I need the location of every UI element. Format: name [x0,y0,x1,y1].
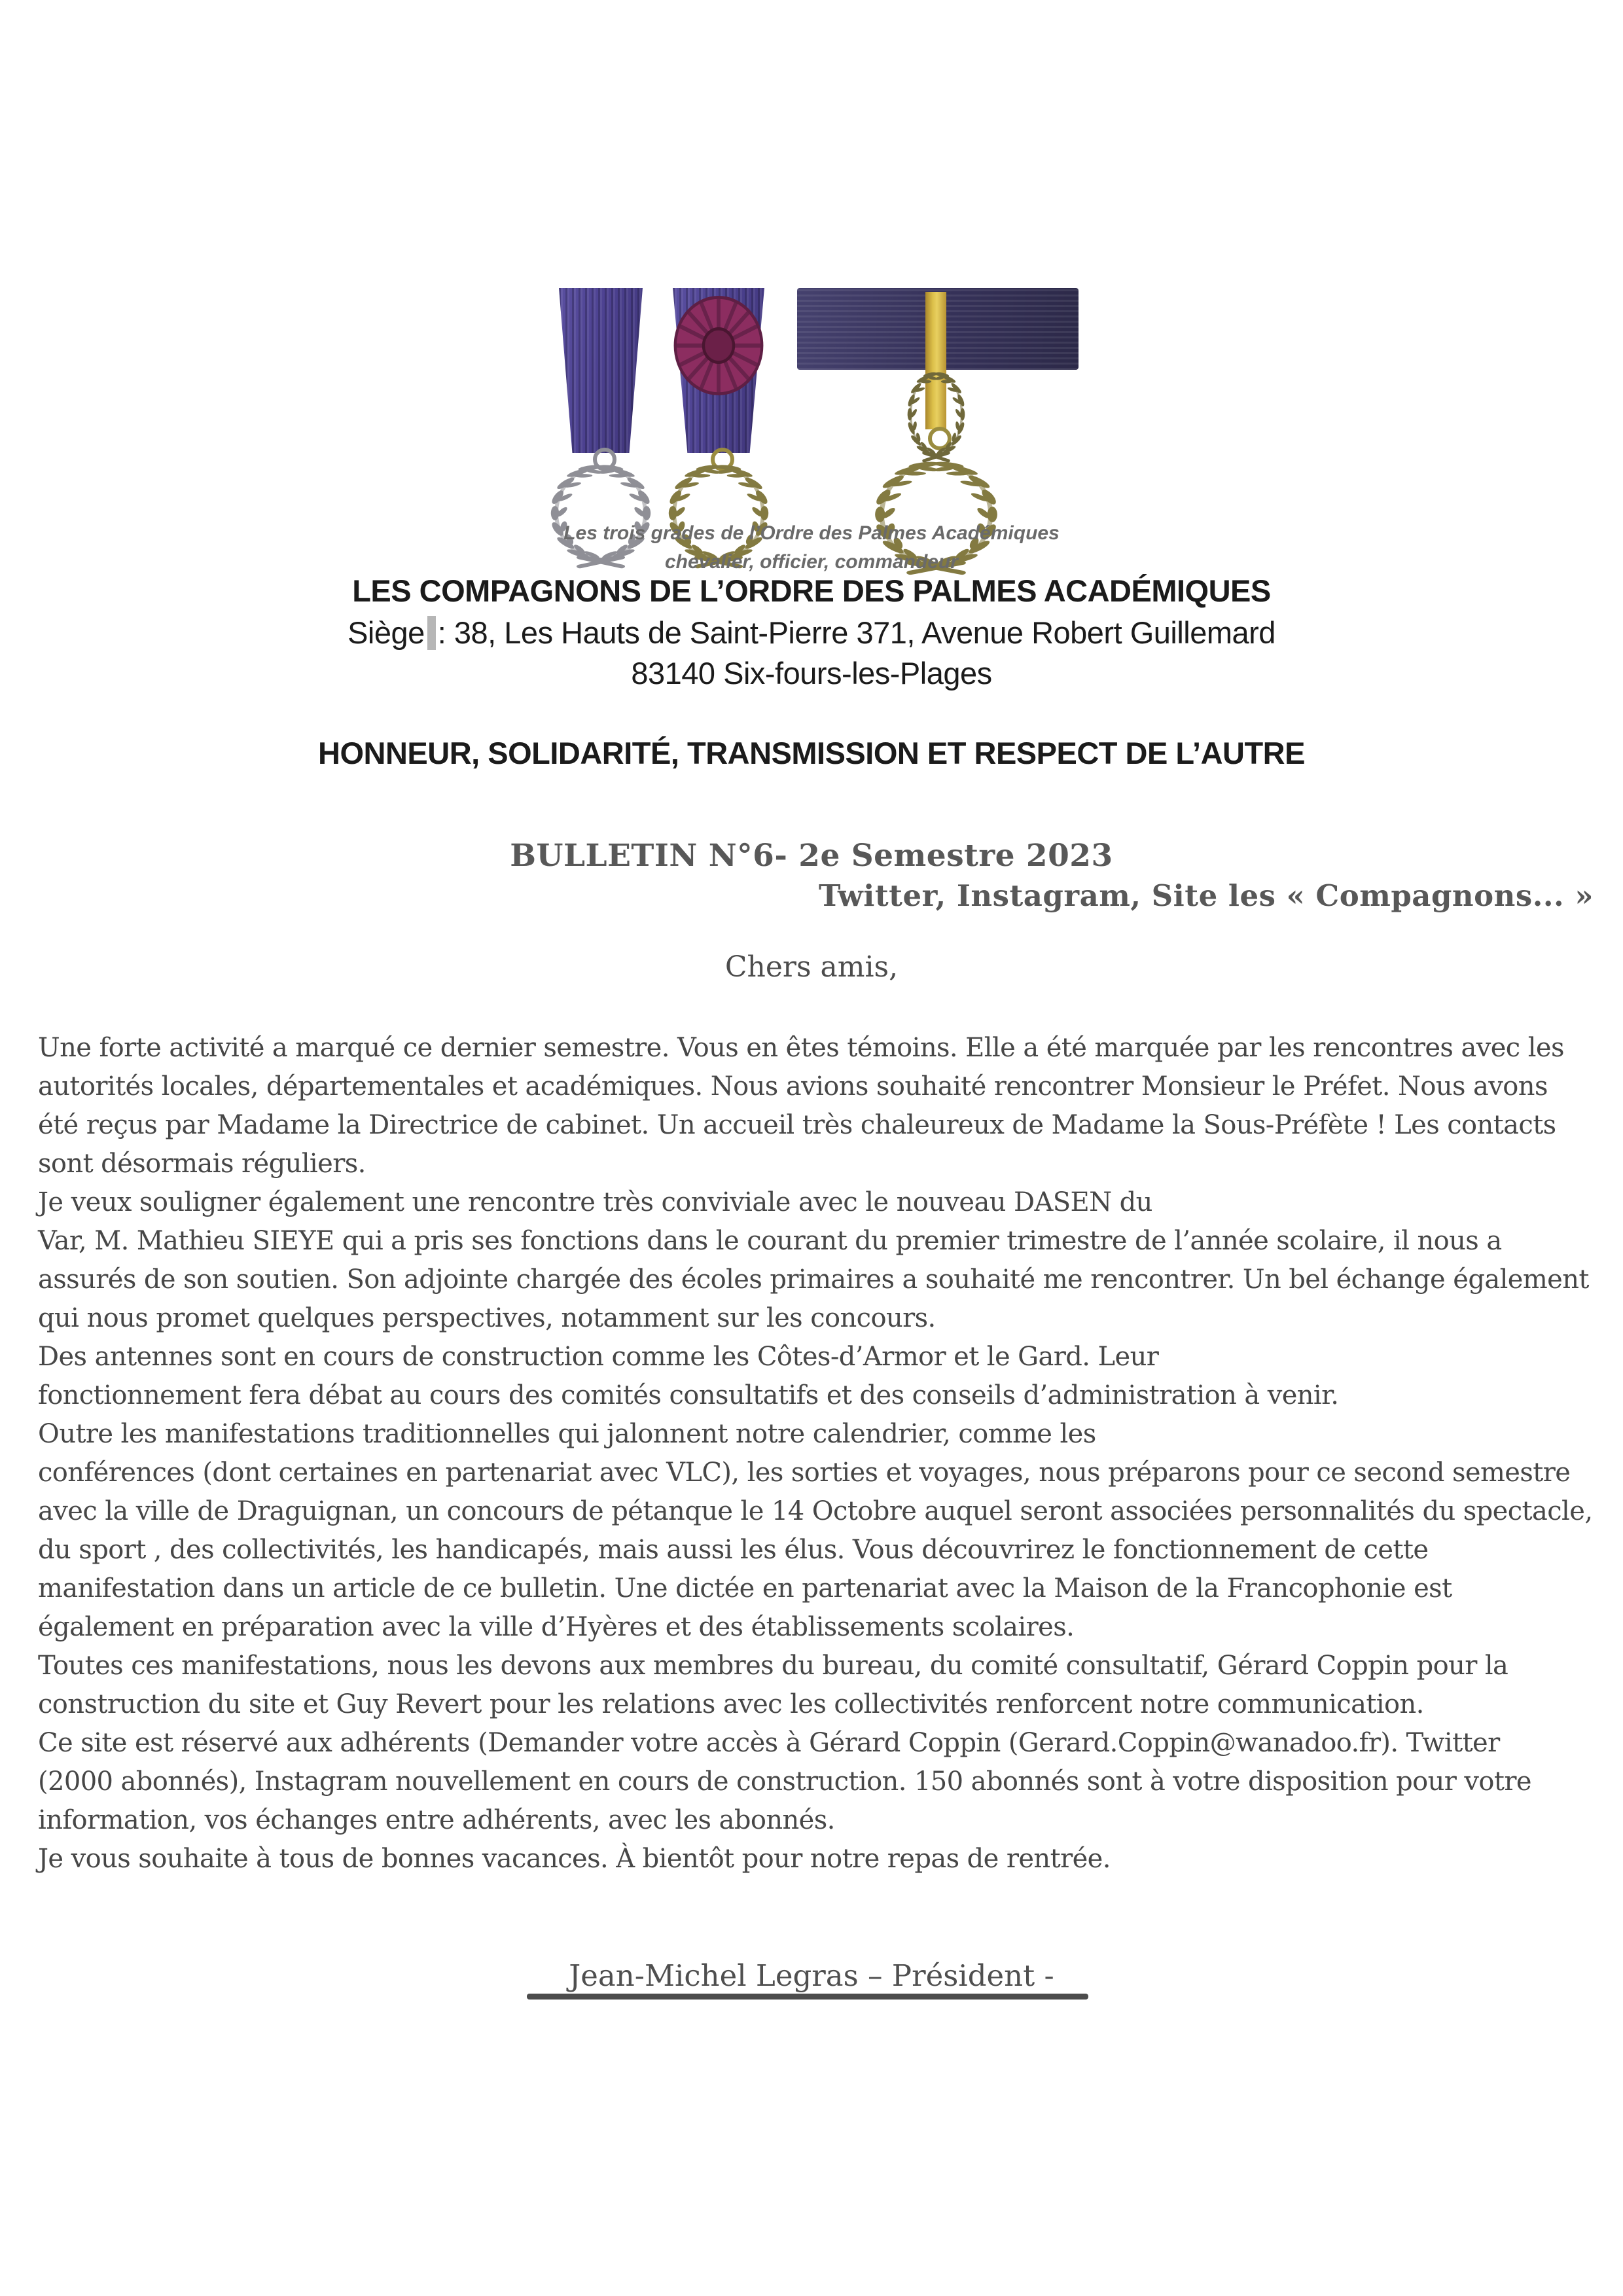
motto-line: HONNEUR, SOLIDARITÉ, TRANSMISSION ET RESPECT DE L’AUTRE [318,736,1305,770]
body-line: autorités locales, départementales et académiques. Nous avions souhaité rencontrer Monsieur le Préfet. Nous avons [38,1071,1548,1102]
body-line: Var, M. Mathieu SIEYE qui a pris ses fonctions dans le courant du premier trimestre de l’année scolaire, il nous a [38,1226,1502,1256]
body-line: information, vos échanges entre adhérents, avec les abonnés. [38,1805,835,1835]
figure-caption-line1: Les trois grades de l’Ordre des Palmes Académiques [563,522,1060,544]
figure-caption-line2: chevalier, officier, commandeur [665,551,958,573]
body-line: assurés de son soutien. Son adjointe chargée des écoles primaires a souhaité me rencontrer. Un bel échange également [38,1265,1589,1295]
body-line: fonctionnement fera débat au cours des comités consultatifs et des conseils d’administration à venir. [38,1380,1339,1410]
address-line1 [0,614,1623,652]
body-line: Je vous souhaite à tous de bonnes vacances. À bientôt pour notre repas de rentrée. [38,1844,1111,1874]
chevalier-ribbon [559,288,643,453]
body-line: avec la ville de Draguignan, un concours de pétanque le 14 Octobre auquel seront associées personnalités du spectacle, [38,1496,1593,1526]
address-rest: : 38, Les Hauts de Saint-Pierre 371, Avenue Robert Guillemard [437,615,1275,650]
body-line: également en préparation avec la ville d’Hyères et des établissements scolaires. [38,1612,1075,1642]
body-line: Je veux souligner également une rencontre très conviviale avec le nouveau DASEN du [38,1187,1152,1217]
body-line: du sport , des collectivités, les handicapés, mais aussi les élus. Vous découvrirez le fonctionnement de cette [38,1535,1429,1565]
body-line: Une forte activité a marqué ce dernier semestre. Vous en êtes témoins. Elle a été marquée par les rencontres avec les [38,1033,1564,1063]
body-line: manifestation dans un article de ce bulletin. Une dictée en partenariat avec la Maison de la Francophonie est [38,1573,1452,1604]
letter-body [38,1029,1593,1878]
body-line: Outre les manifestations traditionnelles qui jalonnent notre calendrier, comme les [38,1419,1096,1449]
body-line: qui nous promet quelques perspectives, notamment sur les concours. [38,1303,936,1333]
body-line: sont désormais réguliers. [38,1149,366,1179]
body-line: Toutes ces manifestations, nous les devons aux membres du bureau, du comité consultatif, Gérard Coppin pour la [38,1651,1508,1681]
address-line2: 83140 Six-fours-les-Plages [631,656,992,691]
body-line: conférences (dont certaines en partenariat avec VLC), les sorties et voyages, nous préparons pour ce second semestre [38,1458,1571,1488]
commandeur-small-wreath [899,365,974,463]
body-line: Des antennes sont en cours de construction comme les Côtes-d’Armor et le Gard. Leur [38,1342,1159,1372]
salutation: Chers amis, [724,950,899,984]
bulletin-subtitle: Twitter, Instagram, Site les « Compagnons... » [819,878,1594,913]
officier-rosette [671,293,766,398]
body-line: (2000 abonnés), Instagram nouvellement en cours de construction. 150 abonnés sont à votre disposition pour votre [38,1767,1531,1797]
body-line: construction du site et Guy Revert pour les relations avec les collectivités renforcent notre communication. [38,1689,1424,1719]
bulletin-title: BULLETIN N°6- 2e Semestre 2023 [510,838,1113,874]
body-line: Ce site est réservé aux adhérents (Demander votre accès à Gérard Coppin (Gerard.Coppin@wanadoo.fr). Twitter [38,1728,1500,1758]
signature-underline [527,1994,1088,2000]
organization-title: LES COMPAGNONS DE L’ORDRE DES PALMES ACADÉMIQUES [352,573,1271,608]
signature-line: Jean-Michel Legras – Président - [569,1958,1054,1993]
address-prefix: Siège [348,615,425,650]
text-cursor [427,616,436,650]
body-line: été reçus par Madame la Directrice de cabinet. Un accueil très chaleureux de Madame la Sous-Préfète ! Les contacts [38,1110,1556,1140]
